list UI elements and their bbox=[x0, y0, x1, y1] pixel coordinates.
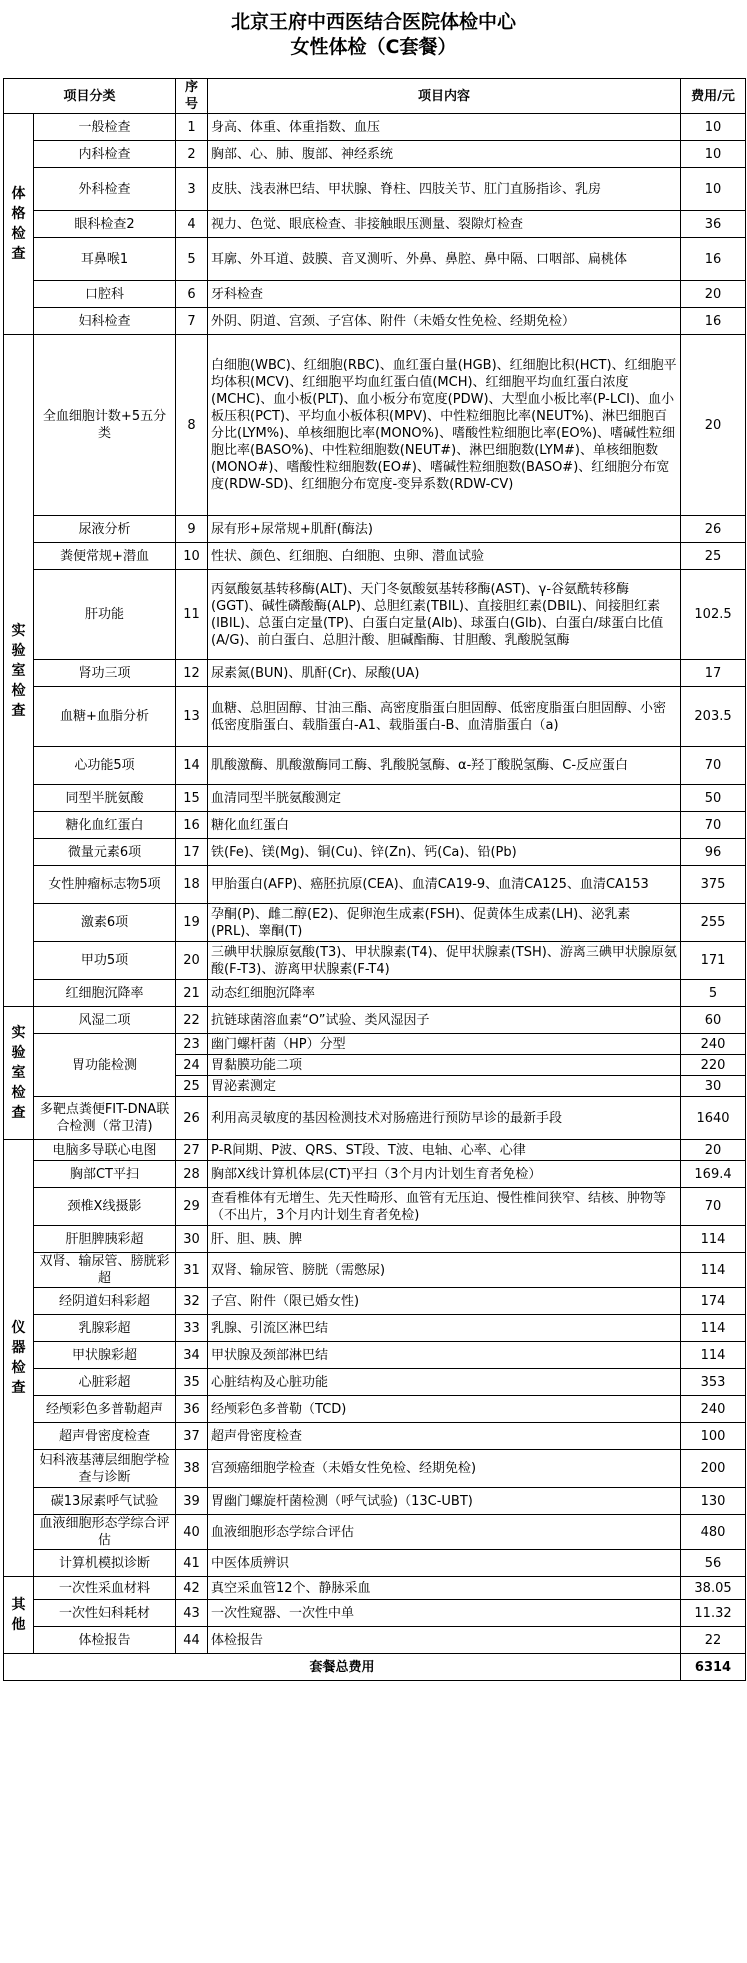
item-content: 血液细胞形态学综合评估 bbox=[208, 1515, 681, 1550]
item-fee: 16 bbox=[681, 308, 746, 335]
item-fee: 36 bbox=[681, 211, 746, 238]
item-fee: 114 bbox=[681, 1253, 746, 1288]
table-row bbox=[4, 1577, 746, 1600]
item-content: 查看椎体有无增生、先天性畸形、血管有无压迫、慢性椎间狭窄、结核、肿物等（不出片，3个月内计划生育者免检) bbox=[208, 1188, 681, 1226]
item-name: 妇科液基薄层细胞学检查与诊断 bbox=[34, 1450, 176, 1488]
item-name: 心脏彩超 bbox=[34, 1369, 176, 1396]
item-name: 多靶点粪便FIT-DNA联合检测（常卫清) bbox=[34, 1097, 176, 1140]
item-content: 甲胎蛋白(AFP)、癌胚抗原(CEA)、血清CA19-9、血清CA125、血清CA153 bbox=[208, 866, 681, 904]
item-number: 40 bbox=[176, 1515, 208, 1550]
table-row bbox=[4, 1188, 746, 1226]
item-fee: 200 bbox=[681, 1450, 746, 1488]
total-label: 套餐总费用 bbox=[4, 1654, 681, 1681]
item-number: 21 bbox=[176, 980, 208, 1007]
item-name: 血液细胞形态学综合评估 bbox=[34, 1515, 176, 1550]
item-number: 31 bbox=[176, 1253, 208, 1288]
item-fee: 20 bbox=[681, 281, 746, 308]
item-name: 一次性妇科耗材 bbox=[34, 1600, 176, 1627]
item-content: 血清同型半胱氨酸测定 bbox=[208, 785, 681, 812]
item-name: 激素6项 bbox=[34, 904, 176, 942]
item-fee: 114 bbox=[681, 1226, 746, 1253]
item-content: 双肾、输尿管、膀胱（需憋尿) bbox=[208, 1253, 681, 1288]
header-fee: 费用/元 bbox=[681, 79, 746, 114]
item-fee: 169.4 bbox=[681, 1161, 746, 1188]
item-number: 29 bbox=[176, 1188, 208, 1226]
category-label: 其他 bbox=[11, 1597, 26, 1633]
table-row bbox=[4, 543, 746, 570]
category-cell bbox=[4, 1140, 34, 1577]
item-number: 34 bbox=[176, 1342, 208, 1369]
item-number: 4 bbox=[176, 211, 208, 238]
item-content: 血糖、总胆固醇、甘油三酯、高密度脂蛋白胆固醇、低密度脂蛋白胆固醇、小密低密度脂蛋白、载脂蛋白-A1、载脂蛋白-B、血清脂蛋白（a) bbox=[208, 687, 681, 747]
item-fee: 10 bbox=[681, 114, 746, 141]
item-number: 1 bbox=[176, 114, 208, 141]
item-content: 利用高灵敏度的基因检测技术对肠癌进行预防早诊的最新手段 bbox=[208, 1097, 681, 1140]
item-name: 乳腺彩超 bbox=[34, 1315, 176, 1342]
item-content: P-R间期、P波、QRS、ST段、T波、电轴、心率、心律 bbox=[208, 1140, 681, 1161]
item-name: 糖化血红蛋白 bbox=[34, 812, 176, 839]
item-content: 尿有形+尿常规+肌酐(酶法) bbox=[208, 516, 681, 543]
item-name: 尿液分析 bbox=[34, 516, 176, 543]
item-fee: 353 bbox=[681, 1369, 746, 1396]
item-number: 5 bbox=[176, 238, 208, 281]
item-content: 子宫、附件（限已婚女性) bbox=[208, 1288, 681, 1315]
item-content: 身高、体重、体重指数、血压 bbox=[208, 114, 681, 141]
item-name: 双肾、输尿管、膀胱彩超 bbox=[34, 1253, 176, 1288]
item-name: 甲状腺彩超 bbox=[34, 1342, 176, 1369]
category-cell bbox=[4, 114, 34, 335]
header-content: 项目内容 bbox=[208, 79, 681, 114]
item-name: 全血细胞计数+5五分类 bbox=[34, 335, 176, 516]
item-name: 耳鼻喉1 bbox=[34, 238, 176, 281]
table-row bbox=[4, 1315, 746, 1342]
header-category: 项目分类 bbox=[4, 79, 176, 114]
item-content: 宫颈癌细胞学检查（未婚女性免检、经期免检) bbox=[208, 1450, 681, 1488]
item-name: 外科检查 bbox=[34, 168, 176, 211]
item-number: 33 bbox=[176, 1315, 208, 1342]
item-content: 铁(Fe)、镁(Mg)、铜(Cu)、锌(Zn)、钙(Ca)、铅(Pb) bbox=[208, 839, 681, 866]
item-fee: 70 bbox=[681, 747, 746, 785]
table-row bbox=[4, 516, 746, 543]
item-fee: 16 bbox=[681, 238, 746, 281]
item-name: 粪便常规+潜血 bbox=[34, 543, 176, 570]
item-name: 一般检查 bbox=[34, 114, 176, 141]
table-row bbox=[4, 238, 746, 281]
item-content: 尿素氮(BUN)、肌酐(Cr)、尿酸(UA) bbox=[208, 660, 681, 687]
table-row bbox=[4, 1600, 746, 1627]
item-content: 肌酸激酶、肌酸激酶同工酶、乳酸脱氢酶、α-羟丁酸脱氢酶、C-反应蛋白 bbox=[208, 747, 681, 785]
item-fee: 60 bbox=[681, 1007, 746, 1034]
item-name: 甲功5项 bbox=[34, 942, 176, 980]
table-row bbox=[4, 904, 746, 942]
header-no: 序号 bbox=[176, 79, 208, 114]
table-row bbox=[4, 281, 746, 308]
item-name: 微量元素6项 bbox=[34, 839, 176, 866]
table-row bbox=[4, 942, 746, 980]
table-row bbox=[4, 660, 746, 687]
table-row bbox=[4, 1253, 746, 1288]
item-name: 超声骨密度检查 bbox=[34, 1423, 176, 1450]
category-cell bbox=[4, 1577, 34, 1654]
item-fee: 240 bbox=[681, 1034, 746, 1055]
item-number: 32 bbox=[176, 1288, 208, 1315]
item-content: 糖化血红蛋白 bbox=[208, 812, 681, 839]
item-number: 12 bbox=[176, 660, 208, 687]
item-number: 16 bbox=[176, 812, 208, 839]
item-number: 11 bbox=[176, 570, 208, 660]
item-content: 外阴、阴道、宫颈、子宫体、附件（未婚女性免检、经期免检） bbox=[208, 308, 681, 335]
item-name: 肝功能 bbox=[34, 570, 176, 660]
item-name: 女性肿瘤标志物5项 bbox=[34, 866, 176, 904]
item-fee: 203.5 bbox=[681, 687, 746, 747]
total-value: 6314 bbox=[681, 1654, 746, 1681]
category-cell bbox=[4, 1007, 34, 1140]
total-row bbox=[4, 1654, 746, 1681]
item-fee: 375 bbox=[681, 866, 746, 904]
item-number: 22 bbox=[176, 1007, 208, 1034]
item-number: 8 bbox=[176, 335, 208, 516]
page-subtitle: 女性体检（C套餐） bbox=[290, 36, 457, 58]
item-name: 妇科检查 bbox=[34, 308, 176, 335]
table-row bbox=[4, 1450, 746, 1488]
item-fee: 220 bbox=[681, 1055, 746, 1076]
item-name: 计算机模拟诊断 bbox=[34, 1550, 176, 1577]
item-content: 抗链球菌溶血素“O”试验、类风湿因子 bbox=[208, 1007, 681, 1034]
item-number: 19 bbox=[176, 904, 208, 942]
item-fee: 70 bbox=[681, 812, 746, 839]
item-fee: 10 bbox=[681, 168, 746, 211]
table-header-row bbox=[4, 79, 746, 114]
item-number: 26 bbox=[176, 1097, 208, 1140]
category-label: 仪器检查 bbox=[11, 1320, 26, 1396]
item-content: 乳腺、引流区淋巴结 bbox=[208, 1315, 681, 1342]
category-label: 体格检查 bbox=[11, 186, 26, 262]
item-number: 41 bbox=[176, 1550, 208, 1577]
item-fee: 100 bbox=[681, 1423, 746, 1450]
item-content: 三碘甲状腺原氨酸(T3)、甲状腺素(T4)、促甲状腺素(TSH)、游离三碘甲状腺原氨酸(F-T3)、游离甲状腺素(F-T4) bbox=[208, 942, 681, 980]
item-content: 甲状腺及颈部淋巴结 bbox=[208, 1342, 681, 1369]
item-fee: 240 bbox=[681, 1396, 746, 1423]
item-content: 体检报告 bbox=[208, 1627, 681, 1654]
table-row bbox=[4, 1097, 746, 1140]
table-row bbox=[4, 335, 746, 516]
item-content: 胃幽门螺旋杆菌检测（呼气试验)（13C-UBT) bbox=[208, 1488, 681, 1515]
item-number: 28 bbox=[176, 1161, 208, 1188]
item-content: 一次性窥器、一次性中单 bbox=[208, 1600, 681, 1627]
item-fee: 26 bbox=[681, 516, 746, 543]
item-fee: 1640 bbox=[681, 1097, 746, 1140]
item-fee: 102.5 bbox=[681, 570, 746, 660]
item-number: 36 bbox=[176, 1396, 208, 1423]
item-fee: 30 bbox=[681, 1076, 746, 1097]
item-name: 肾功三项 bbox=[34, 660, 176, 687]
table-row bbox=[4, 839, 746, 866]
item-content: 胃黏膜功能二项 bbox=[208, 1055, 681, 1076]
item-number: 25 bbox=[176, 1076, 208, 1097]
item-content: 视力、色觉、眼底检查、非接触眼压测量、裂隙灯检查 bbox=[208, 211, 681, 238]
item-content: 皮肤、浅表淋巴结、甲状腺、脊柱、四肢关节、肛门直肠指诊、乳房 bbox=[208, 168, 681, 211]
item-fee: 5 bbox=[681, 980, 746, 1007]
item-content: 耳廓、外耳道、鼓膜、音叉测听、外鼻、鼻腔、鼻中隔、口咽部、扁桃体 bbox=[208, 238, 681, 281]
item-fee: 17 bbox=[681, 660, 746, 687]
item-fee: 10 bbox=[681, 141, 746, 168]
item-name: 胃功能检测 bbox=[34, 1034, 176, 1097]
item-number: 38 bbox=[176, 1450, 208, 1488]
item-number: 13 bbox=[176, 687, 208, 747]
item-content: 白细胞(WBC)、红细胞(RBC)、血红蛋白量(HGB)、红细胞比积(HCT)、红细胞平均体积(MCV)、红细胞平均血红蛋白值(MCH)、红细胞平均血红蛋白浓度(MCHC)、血小板(PLT)、血小板分布宽度(PDW)、大型血小板比率(P-LCI)、血小板压积(PCT)、平均血小板体积(MPV)、中性粒细胞比率(NEUT%)、淋巴细胞百分比(LYM%)、单核细胞比率(MONO%)、嗜酸性粒细胞比率(EO%)、嗜碱性粒细胞比率(BASO%)、中性粒细胞数(NEUT#)、淋巴细胞数(LYM#)、单核细胞数(MONO#)、嗜酸性粒细胞数(EO#)、嗜碱性粒细胞数(BASO#)、红细胞分布宽度(RDW-SD)、红细胞分布宽度-变异系数(RDW-CV) bbox=[208, 335, 681, 516]
item-content: 心脏结构及心脏功能 bbox=[208, 1369, 681, 1396]
table-row bbox=[4, 211, 746, 238]
item-name: 经阴道妇科彩超 bbox=[34, 1288, 176, 1315]
item-fee: 11.32 bbox=[681, 1600, 746, 1627]
item-number: 37 bbox=[176, 1423, 208, 1450]
item-name: 红细胞沉降率 bbox=[34, 980, 176, 1007]
table-row bbox=[4, 308, 746, 335]
table-row bbox=[4, 1226, 746, 1253]
table-row bbox=[4, 1369, 746, 1396]
item-number: 27 bbox=[176, 1140, 208, 1161]
table-row bbox=[4, 1161, 746, 1188]
item-number: 9 bbox=[176, 516, 208, 543]
item-name: 内科检查 bbox=[34, 141, 176, 168]
item-number: 15 bbox=[176, 785, 208, 812]
table-row bbox=[4, 168, 746, 211]
item-name: 血糖+血脂分析 bbox=[34, 687, 176, 747]
table-row bbox=[4, 1488, 746, 1515]
item-content: 肝、胆、胰、脾 bbox=[208, 1226, 681, 1253]
item-number: 30 bbox=[176, 1226, 208, 1253]
item-content: 超声骨密度检查 bbox=[208, 1423, 681, 1450]
item-name: 口腔科 bbox=[34, 281, 176, 308]
item-content: 胃泌素测定 bbox=[208, 1076, 681, 1097]
category-label: 实验室检查 bbox=[11, 622, 26, 719]
item-number: 17 bbox=[176, 839, 208, 866]
item-fee: 174 bbox=[681, 1288, 746, 1315]
item-fee: 25 bbox=[681, 543, 746, 570]
table-row bbox=[4, 1288, 746, 1315]
item-name: 肝胆脾胰彩超 bbox=[34, 1226, 176, 1253]
item-name: 经颅彩色多普勒超声 bbox=[34, 1396, 176, 1423]
item-number: 20 bbox=[176, 942, 208, 980]
item-number: 23 bbox=[176, 1034, 208, 1055]
table-row bbox=[4, 114, 746, 141]
table-row bbox=[4, 1627, 746, 1654]
table-row bbox=[4, 980, 746, 1007]
item-content: 牙科检查 bbox=[208, 281, 681, 308]
item-fee: 96 bbox=[681, 839, 746, 866]
table-row bbox=[4, 1140, 746, 1161]
item-content: 丙氨酸氨基转移酶(ALT)、天门冬氨酸氨基转移酶(AST)、γ-谷氨酰转移酶(GGT)、碱性磷酸酶(ALP)、总胆红素(TBIL)、直接胆红素(DBIL)、间接胆红素(IBIL)、总蛋白定量(TP)、白蛋白定量(Alb)、球蛋白(Glb)、白蛋白/球蛋白比值(A/G)、前白蛋白、总胆汁酸、胆碱酯酶、甘胆酸、乳酸脱氢酶 bbox=[208, 570, 681, 660]
item-name: 体检报告 bbox=[34, 1627, 176, 1654]
item-name: 风湿二项 bbox=[34, 1007, 176, 1034]
item-number: 2 bbox=[176, 141, 208, 168]
exam-table bbox=[3, 78, 746, 1681]
table-row bbox=[4, 1034, 746, 1055]
page-title: 北京王府中西医结合医院体检中心 bbox=[230, 11, 516, 33]
item-number: 10 bbox=[176, 543, 208, 570]
item-fee: 255 bbox=[681, 904, 746, 942]
category-cell bbox=[4, 335, 34, 1007]
table-row bbox=[4, 1007, 746, 1034]
item-number: 44 bbox=[176, 1627, 208, 1654]
table-row bbox=[4, 570, 746, 660]
item-fee: 20 bbox=[681, 335, 746, 516]
table-row bbox=[4, 747, 746, 785]
item-name: 颈椎X线摄影 bbox=[34, 1188, 176, 1226]
item-number: 6 bbox=[176, 281, 208, 308]
table-row bbox=[4, 785, 746, 812]
item-fee: 38.05 bbox=[681, 1577, 746, 1600]
item-content: 动态红细胞沉降率 bbox=[208, 980, 681, 1007]
item-fee: 114 bbox=[681, 1342, 746, 1369]
table-row bbox=[4, 1396, 746, 1423]
item-name: 眼科检查2 bbox=[34, 211, 176, 238]
item-content: 经颅彩色多普勒（TCD) bbox=[208, 1396, 681, 1423]
table-row bbox=[4, 1342, 746, 1369]
category-label: 实验室检查 bbox=[11, 1025, 26, 1121]
item-content: 胸部X线计算机体层(CT)平扫（3个月内计划生育者免检） bbox=[208, 1161, 681, 1188]
item-name: 电脑多导联心电图 bbox=[34, 1140, 176, 1161]
item-fee: 22 bbox=[681, 1627, 746, 1654]
table-row bbox=[4, 1550, 746, 1577]
item-name: 一次性采血材料 bbox=[34, 1577, 176, 1600]
item-content: 性状、颜色、红细胞、白细胞、虫卵、潜血试验 bbox=[208, 543, 681, 570]
item-name: 碳13尿素呼气试验 bbox=[34, 1488, 176, 1515]
table-row bbox=[4, 141, 746, 168]
table-row bbox=[4, 866, 746, 904]
table-row bbox=[4, 687, 746, 747]
item-content: 真空采血管12个、静脉采血 bbox=[208, 1577, 681, 1600]
item-fee: 480 bbox=[681, 1515, 746, 1550]
item-content: 孕酮(P)、雌二醇(E2)、促卵泡生成素(FSH)、促黄体生成素(LH)、泌乳素(PRL)、睾酮(T) bbox=[208, 904, 681, 942]
item-fee: 50 bbox=[681, 785, 746, 812]
item-fee: 114 bbox=[681, 1315, 746, 1342]
item-fee: 130 bbox=[681, 1488, 746, 1515]
table-row bbox=[4, 1423, 746, 1450]
item-content: 幽门螺杆菌（HP）分型 bbox=[208, 1034, 681, 1055]
item-name: 胸部CT平扫 bbox=[34, 1161, 176, 1188]
item-number: 39 bbox=[176, 1488, 208, 1515]
item-fee: 20 bbox=[681, 1140, 746, 1161]
item-number: 3 bbox=[176, 168, 208, 211]
item-name: 心功能5项 bbox=[34, 747, 176, 785]
table-row bbox=[4, 1515, 746, 1550]
item-content: 中医体质辨识 bbox=[208, 1550, 681, 1577]
item-name: 同型半胱氨酸 bbox=[34, 785, 176, 812]
item-number: 14 bbox=[176, 747, 208, 785]
item-fee: 70 bbox=[681, 1188, 746, 1226]
item-number: 42 bbox=[176, 1577, 208, 1600]
item-number: 35 bbox=[176, 1369, 208, 1396]
item-fee: 56 bbox=[681, 1550, 746, 1577]
item-number: 24 bbox=[176, 1055, 208, 1076]
table-row bbox=[4, 812, 746, 839]
item-number: 43 bbox=[176, 1600, 208, 1627]
item-fee: 171 bbox=[681, 942, 746, 980]
item-number: 7 bbox=[176, 308, 208, 335]
item-number: 18 bbox=[176, 866, 208, 904]
item-content: 胸部、心、肺、腹部、神经系统 bbox=[208, 141, 681, 168]
